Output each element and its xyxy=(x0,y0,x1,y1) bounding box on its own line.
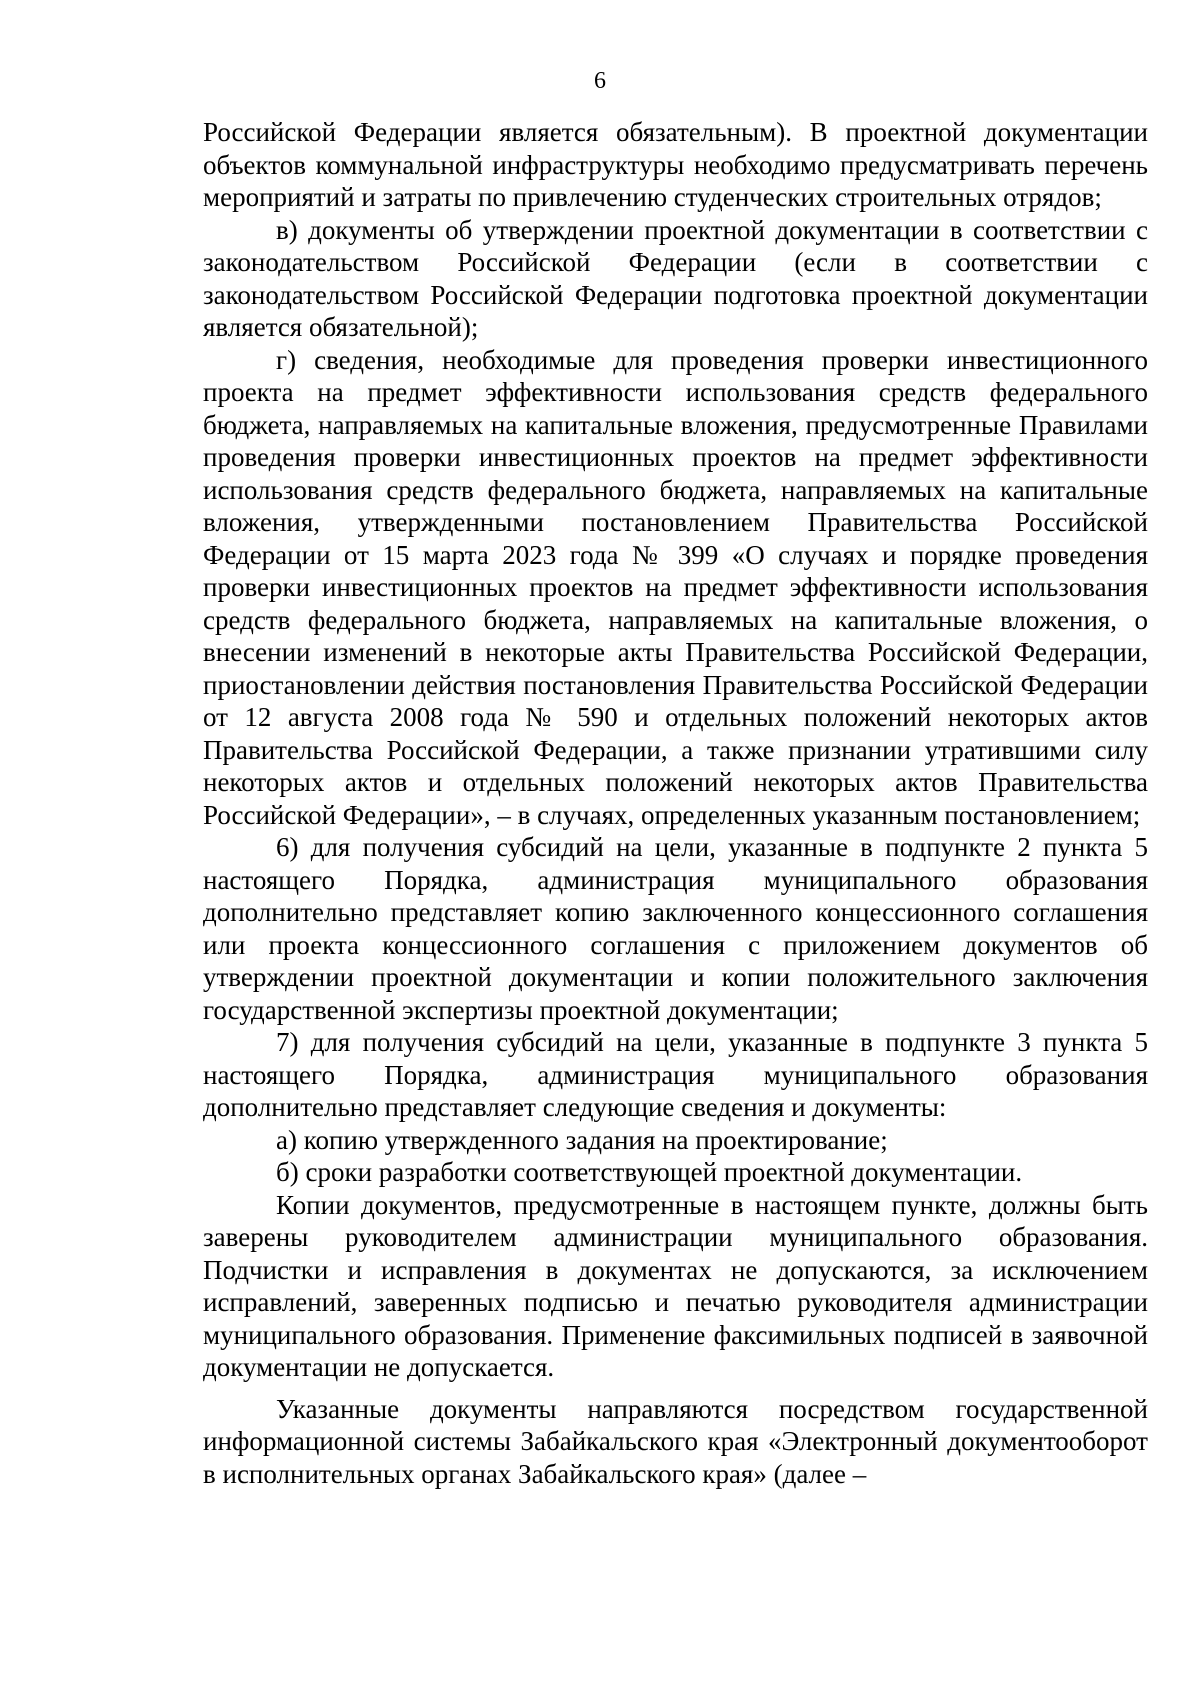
page-number: 6 xyxy=(594,68,606,94)
paragraph-item-b: б) сроки разработки соответствующей проектной документации. xyxy=(276,1157,1023,1187)
paragraph-item-7: 7) для получения субсидий на цели, указанные в подпункте 3 пункта 5 настоящего Порядка, администрация муниципального образования дополнительно представляет следующие сведения и документы: xyxy=(203,1027,1148,1122)
paragraph-copies-requirements: Копии документов, предусмотренные в настоящем пункте, должны быть заверены руководителем администрации муниципального образования. Подчистки и исправления в документах не допускаются, за исключением исправлений, заверенных подписью и печатью руководителя администрации муниципального образования. Применение факсимильных подписей в заявочной документации не допускается. xyxy=(203,1189,1148,1382)
paragraph-submission: Указанные документы направляются посредством государственной информационной системы Забайкальского края «Электронный документооборот в исполнительных органах Забайкальского края» (далее – xyxy=(203,1393,1148,1489)
paragraph-item-v: в) документы об утверждении проектной документации в соответствии с законодательством Российской Федерации (если в соответствии с законодательством Российской Федерации подготовка проектной документации является обязательной); xyxy=(203,214,1148,342)
document-body xyxy=(203,116,1148,1490)
paragraph-item-g: г) сведения, необходимые для проведения проверки инвестиционного проекта на предмет эффективности использования средств федерального бюджета, направляемых на капитальные вложения, предусмотренные Правилами проведения проверки инвестиционных проектов на предмет эффективности использования средств федерального бюджета, направляемых на капитальные вложения, утвержденными постановлением Правительства Российской Федерации от 15 марта 2023 года № 399 «О случаях и порядке проведения проверки инвестиционных проектов на предмет эффективности использования средств федерального бюджета, направляемых на капитальные вложения, о внесении изменений в некоторые акты Правительства Российской Федерации, приостановлении действия постановления Правительства Российской Федерации от 12 августа 2008 года № 590 и отдельных положений некоторых актов Правительства Российской Федерации, а также признании утратившими силу некоторых актов и отдельных положений некоторых актов Правительства Российской Федерации», – в случаях, определенных указанным постановлением; xyxy=(203,344,1148,830)
paragraph-item-a: а) копию утвержденного задания на проектирование; xyxy=(276,1124,888,1155)
paragraph-item-6: 6) для получения субсидий на цели, указанные в подпункте 2 пункта 5 настоящего Порядка, администрация муниципального образования дополнительно представляет копию заключенного концессионного соглашения или проекта концессионного соглашения с приложением документов об утверждении проектной документации и копии положительного заключения государственной экспертизы проектной документации; xyxy=(203,832,1148,1025)
paragraph-continuation: Российской Федерации является обязательным). В проектной документации объектов коммунальной инфраструктуры необходимо предусматривать перечень мероприятий и затраты по привлечению студенческих строительных отрядов; xyxy=(203,117,1148,212)
